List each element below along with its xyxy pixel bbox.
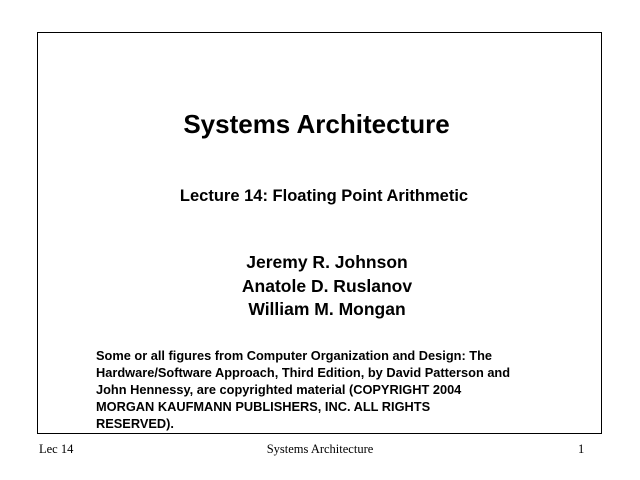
author-list (0, 251, 640, 322)
copyright-notice: Some or all figures from Computer Organization and Design: The Hardware/Software Approach, Third Edition, by David Patterson and John Hennessy, are copyrighted material (COPYRIGHT 2004 MORGAN KAUFMANN PUBLISHERS, INC. ALL RIGHTS RESERVED). (96, 348, 511, 431)
slide-title: Systems Architecture (183, 109, 450, 139)
author-name: Anatole D. Ruslanov (241, 275, 413, 296)
author-name: Jeremy R. Johnson (246, 252, 408, 272)
footer-page-number: 1 (578, 442, 585, 456)
footer-lecture-label: Lec 14 (39, 442, 74, 456)
author-name: William M. Mongan (248, 299, 406, 319)
footer-course-title: Systems Architecture (266, 442, 374, 456)
lecture-subtitle: Lecture 14: Floating Point Arithmetic (179, 187, 469, 205)
